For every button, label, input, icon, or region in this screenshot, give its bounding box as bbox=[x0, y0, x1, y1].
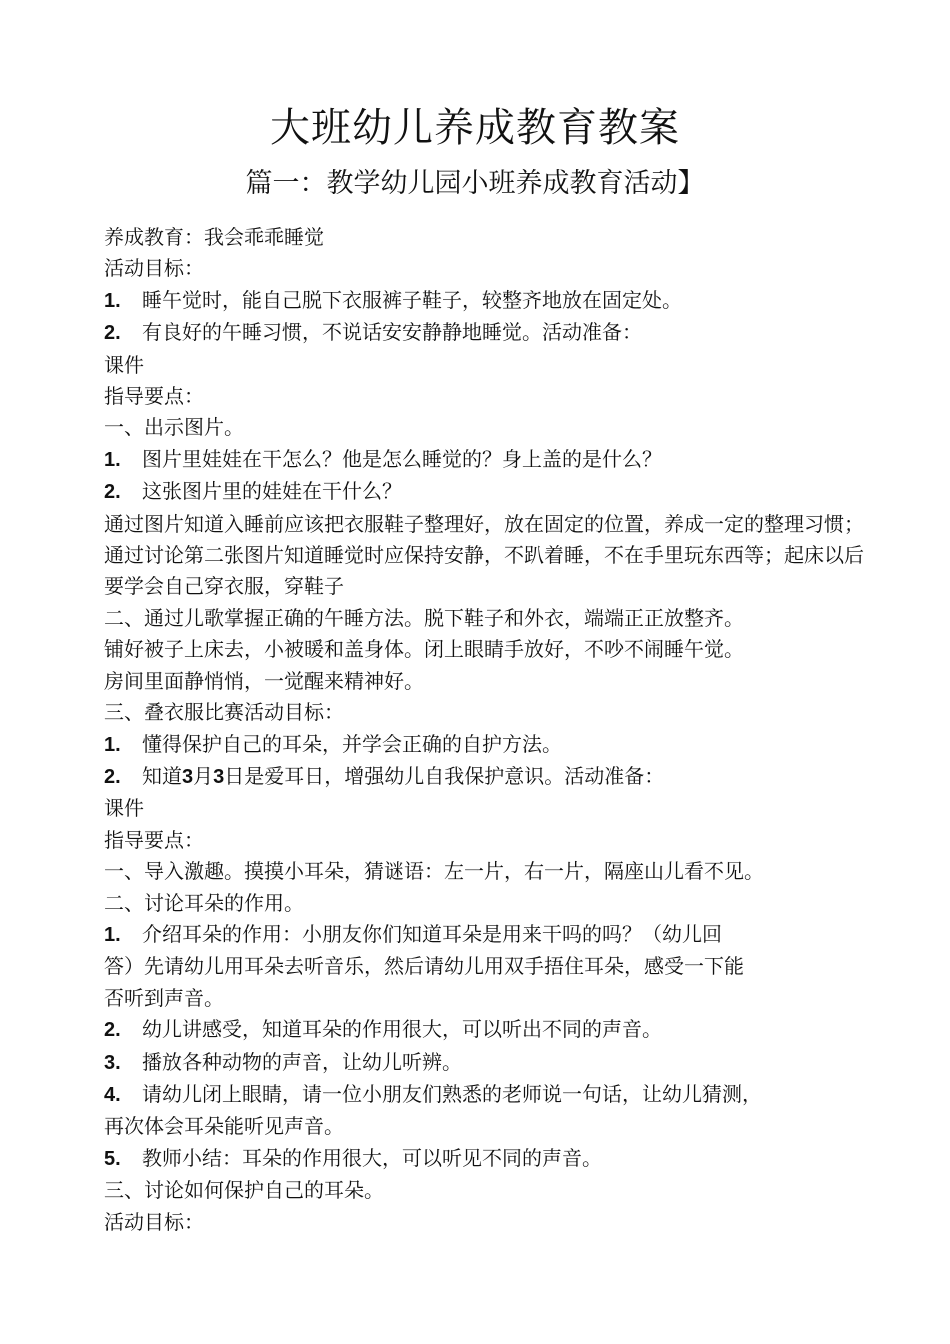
numbered-item bbox=[104, 1079, 884, 1111]
item-text: 这张图片里的娃娃在干什么？ bbox=[142, 479, 402, 504]
text-line: 二、讨论耳朵的作用。 bbox=[104, 890, 304, 915]
text-line: 三、叠衣服比赛活动目标： bbox=[104, 700, 344, 725]
text-line: 三、讨论如何保护自己的耳朵。 bbox=[104, 1178, 384, 1203]
item-text: 懂得保护自己的耳朵，并学会正确的自护方法。 bbox=[142, 731, 562, 756]
item-text: 播放各种动物的声音，让幼儿听辨。 bbox=[142, 1049, 462, 1074]
item-text: 教师小结：耳朵的作用很大，可以听见不同的声音。 bbox=[142, 1145, 602, 1170]
item-number: 2. bbox=[104, 322, 121, 345]
item-number: 2. bbox=[104, 1019, 121, 1042]
text-line: 答）先请幼儿用耳朵去听音乐，然后请幼儿用双手捂住耳朵，感受一下能 bbox=[104, 954, 744, 979]
item-text: 知道3月3日是爱耳日，增强幼儿自我保护意识。活动准备： bbox=[142, 763, 665, 788]
numbered-item bbox=[104, 444, 884, 476]
numbered-item bbox=[104, 919, 884, 951]
text-line: 房间里面静悄悄，一觉醒来精神好。 bbox=[104, 668, 424, 693]
numbered-item bbox=[104, 1014, 884, 1046]
item-text: 请幼儿闭上眼睛，请一位小朋友们熟悉的老师说一句话，让幼儿猜测， bbox=[142, 1081, 762, 1106]
text-line: 指导要点： bbox=[104, 384, 204, 409]
numbered-item bbox=[104, 285, 884, 317]
paragraph: 通过图片知道入睡前应该把衣服鞋子整理好，放在固定的位置，养成一定的整理习惯；通过讨论第二张图片知道睡觉时应保持安静，不趴着睡，不在手里玩东西等；起床以后要学会自己穿衣服，穿鞋子 bbox=[104, 511, 864, 599]
numbered-item bbox=[104, 1143, 884, 1175]
text-line: 一、出示图片。 bbox=[104, 415, 244, 440]
numbered-item bbox=[104, 476, 884, 508]
item-number: 1. bbox=[104, 289, 121, 312]
text-line: 课件 bbox=[104, 796, 144, 821]
item-text: 幼儿讲感受，知道耳朵的作用很大，可以听出不同的声音。 bbox=[142, 1017, 662, 1042]
item-text: 介绍耳朵的作用：小朋友你们知道耳朵是用来干吗的吗？（幼儿回 bbox=[142, 921, 722, 946]
numbered-item bbox=[104, 729, 884, 761]
numbered-item bbox=[104, 761, 884, 793]
document-subtitle: 篇一：教学幼儿园小班养成教育活动】 bbox=[245, 168, 705, 199]
text-line: 否听到声音。 bbox=[104, 985, 224, 1010]
text-line: 再次体会耳朵能听见声音。 bbox=[104, 1114, 344, 1139]
item-text: 有良好的午睡习惯，不说话安安静静地睡觉。活动准备： bbox=[142, 320, 642, 345]
text-line: 二、通过儿歌掌握正确的午睡方法。脱下鞋子和外衣，端端正正放整齐。 bbox=[104, 605, 744, 630]
item-number: 1. bbox=[104, 923, 121, 946]
text-line: 活动目标： bbox=[104, 1209, 204, 1234]
text-line: 铺好被子上床去，小被暖和盖身体。闭上眼睛手放好，不吵不闹睡午觉。 bbox=[104, 637, 744, 662]
document-body bbox=[104, 222, 884, 1238]
item-number: 2. bbox=[104, 765, 121, 788]
item-number: 1. bbox=[104, 448, 121, 471]
numbered-item bbox=[104, 1047, 884, 1079]
item-number: 2. bbox=[104, 481, 121, 504]
text-line: 养成教育：我会乖乖睡觉 bbox=[104, 225, 324, 249]
text-line: 指导要点： bbox=[104, 827, 204, 852]
item-number: 4. bbox=[104, 1083, 121, 1106]
text-line: 活动目标： bbox=[104, 256, 204, 281]
text-line: 一、导入激趣。摸摸小耳朵，猜谜语：左一片，右一片，隔座山儿看不见。 bbox=[104, 859, 764, 884]
item-number: 3. bbox=[104, 1051, 121, 1074]
numbered-item bbox=[104, 317, 884, 349]
text-line: 课件 bbox=[104, 352, 144, 377]
item-number: 5. bbox=[104, 1147, 121, 1170]
item-number: 1. bbox=[104, 733, 121, 756]
item-text: 睡午觉时，能自己脱下衣服裤子鞋子，较整齐地放在固定处。 bbox=[142, 287, 682, 312]
document-title: 大班幼儿养成教育教案 bbox=[270, 105, 680, 151]
item-text: 图片里娃娃在干怎么？他是怎么睡觉的？身上盖的是什么？ bbox=[142, 446, 662, 471]
